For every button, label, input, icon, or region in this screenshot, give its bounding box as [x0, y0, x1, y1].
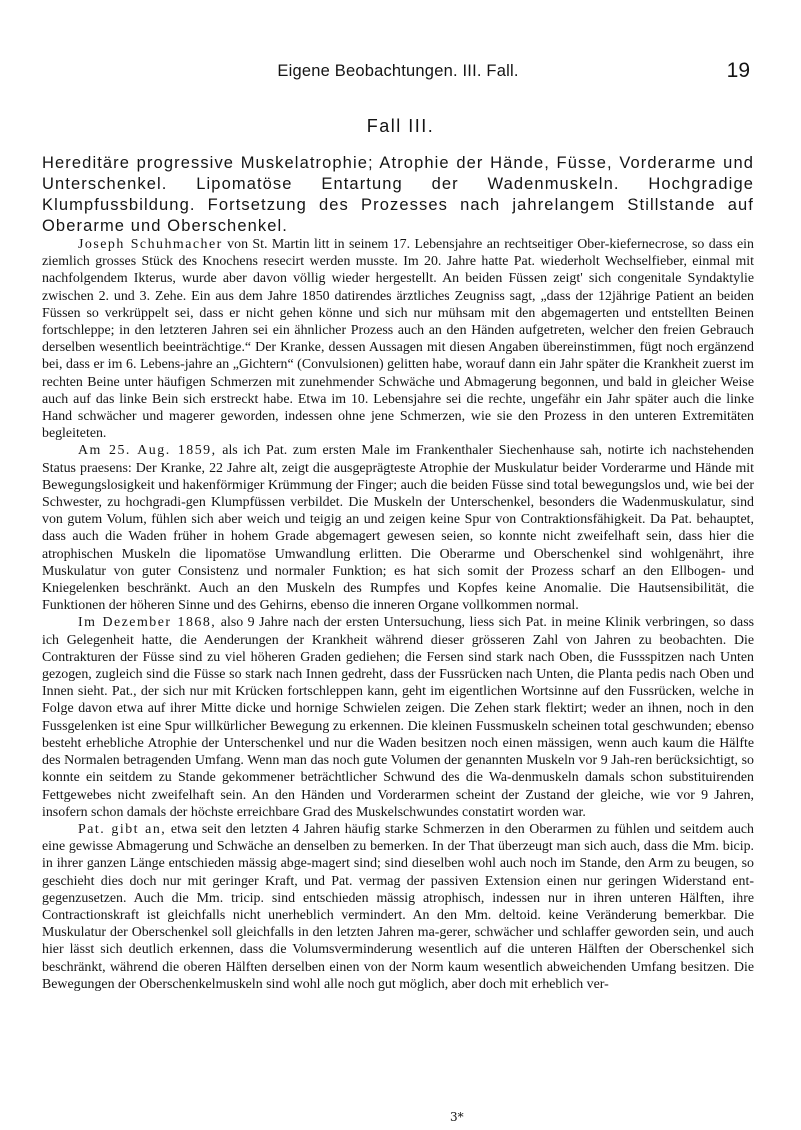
paragraph: [42, 442, 754, 614]
paragraph-lead: Pat. gibt an,: [78, 821, 167, 837]
paragraph-lead: Joseph Schuhmacher: [78, 237, 223, 252]
paragraph: [42, 236, 754, 442]
paragraph-text: also 9 Jahre nach der ersten Untersuchung, liess sich Pat. in meine Klinik verbringen, so dass ich Gelegenheit hatte, die Aenderungen der Krankheit während dieser grösseren Zahl von Jahren zu beobachten. Die Contrakturen der Füsse sind zu viel höheren Graden gediehen; die Fersen sind stark nach Oben, die Fussspitzen nach Unten gezogen, zugleich sind die Füsse so stark nach Innen gedreht, dass der Fussrücken nach Unten, die Planta pedis nach Oben und Innen sieht. Pat., der sich nur mit Krücken fortschleppen kann, geht im eigentlichen Wortsinne auf den Fussrücken, welche in Folge davon etwa auf ihrer Mitte dicke und hornige Schwielen zeigen. Die Zehen stark flektirt; weder an ihnen, noch in den Fussgelenken ist eine Spur willkürlicher Bewegung zu erkennen. Die kleinen Fussmuskeln scheinen total geschwunden; ebenso besteht erhebliche Atrophie der Unterschenkel und nur die Waden besitzen noch einen mässigen, wenn auch kaum die Hälfte des Normalen betragenden Umfang. Wenn man das noch gute Volumen der genannten Muskeln vor 9 Jah-ren berücksichtigt, so konnte ein seitdem zu Stande gekommener beträchtlicher Schwund des die Wa-denmuskeln damals schon substituirenden Fettgewebes nicht zweifelhaft sein. An den Händen und Vorderarmen scheint der Zustand der gleiche, wie vor 9 Jahren, insofern schon damals der höchste erreichbare Grad des Muskelschwundes constatirt worden war.: [42, 615, 755, 820]
body-text: [42, 236, 754, 993]
case-summary: Hereditäre progressive Muskelatrophie; Atrophie der Hände, Füsse, Vorderarme und Unterschenkel. Lipomatöse Entartung der Wadenmuskeln. Hochgradige Klumpfussbildung. Fortsetzung des Prozesses nach jahrelangem Stillstande auf Oberarme und Oberschenkel.: [42, 154, 754, 235]
running-header: [42, 56, 754, 84]
paragraph-text: als ich Pat. zum ersten Male im Frankenthaler Siechenhause sah, notirte ich nachstehenden Status praesens: Der Kranke, 22 Jahre alt, zeigt die ausgeprägteste Atrophie der Muskulatur beider Vorderarme und Hände mit Bewegungslosigkeit und hakenförmiger Krümmung der Finger; auch die beiden Füsse sind total bewegungslos und, wie bei der Schwester, zu hochgradi-gen Klumpfüssen verbildet. Die Muskeln der Unterschenkel, besonders die Wadenmuskulatur, sind von gutem Volum, fühlen sich aber weich und teigig an und zeigen keine Spur von Contraktionsfähigkeit. Da Pat. behauptet, dass auch die Waden früher in hohem Grade abgemagert gewesen seien, so konnte nicht zweifelhaft sein, dass hier die atrophischen Muskeln die lipomatöse Umwandlung erlitten. Die Oberarme und Oberschenkel sind wohlgenährt, ihre Muskulatur von guter Consistenz und normaler Funktion; es hat sich somit der Prozess scharf an den Ellbogen- und Kniegelenken beschränkt. Auch an den Muskeln des Rumpfes und Kopfes keine Anomalie. Die Hautsensibilität, die Funktionen der höheren Sinne und des Gehirns, ebenso die inneren Organe vollkommen normal.: [42, 443, 754, 614]
sheet-signature: 3*: [450, 1110, 464, 1124]
paragraph-text: von St. Martin litt in seinem 17. Lebensjahre an rechtseitiger Ober-kiefernecrose, so dass ein ziemlich grosses Stück des Knochens resecirt werden musste. Im 20. Jahre hatte Pat. wiederholt Wechselfieber, einmal mit nachfolgendem Ikterus, wurde aber davon völlig wieder hergestellt. An beiden Füssen zeigt' sich congenitale Syndaktylie zwischen 2. und 3. Zehe. Ein aus dem Jahre 1850 datirendes ärztliches Zeugniss sagt, „dass der 12jährige Patient an beiden Füssen so verkrüppelt sei, dass er nicht gehen könne und sich nur mühsam mit den abgemagerten und entstellten Beinen fortschleppe; in den letzteren Jahren sei ein ähnlicher Prozess auch an den Händen aufgetreten, welcher den freien Gebrauch derselben wesentlich beeinträchtige.“ Der Kranke, dessen Aussagen mit diesen Angaben übereinstimmen, fügt noch ergänzend bei, dass er im 6. Lebens-jahre an „Gichtern“ (Convulsionen) gelitten habe, worauf dann ein Jahr später die Krankheit zuerst im rechten Beine unter häufigen Schmerzen mit zunehmender Schwäche und Abmagerung begonnen, und bald in gleicher Weise auch auf das linke Bein sich erstreckt habe. Etwa im 10. Lebensjahre sei die rechte, ungefähr ein Jahr später auch die linke Hand schwächer und magerer geworden, indessen ohne jene Schmerzen, wie sie den Prozess in den unteren Extremitäten begleiteten.: [42, 237, 754, 442]
paragraph-lead: Am 25. Aug. 1859,: [78, 443, 217, 459]
paragraph-lead: Im Dezember 1868,: [78, 615, 217, 631]
running-title: Eigene Beobachtungen. III. Fall.: [277, 62, 519, 80]
page-number: 19: [726, 59, 750, 82]
case-heading: Fall III.: [366, 116, 435, 136]
paragraph-text: etwa seit den letzten 4 Jahren häufig starke Schmerzen in den Oberarmen zu fühlen und seitdem auch eine gewisse Abmagerung und Schwäche an denselben zu bemerken. In der That überzeugt man sich auch, dass die Mm. bicip. in ihrer ganzen Länge entschieden mässig abge-magert sind; sind dieselben wohl auch noch im Stande, den Arm zu beugen, so geschieht dies doch nur mit geringer Kraft, und Pat. vermag der passiven Extension einen nur geringen Widerstand ent-gegenzusetzen. Auch die Mm. tricip. sind entschieden mässig atrophisch, indessen nur in ihren unteren Hälften, ihre Contractionskraft ist gleichfalls nicht unerheblich vermindert. An den Mm. deltoid. keine Veränderung bemerkbar. Die Muskulatur der Oberschenkel soll gleichfalls in den letzten Jahren ma-gerer, schwächer und schlaffer geworden sein, und auch hier lässt sich deutlich erkennen, dass die Volumsverminderung wesentlich auf die unteren Hälften der Oberschenkel sich beschränkt, während die oberen Hälften derselben einen von der Norm kaum wesentlich abweichenden Umfang besitzen. Die Bewegungen der Oberschenkelmuskeln sind wohl alle noch gut möglich, aber doch mit erheblich ver-: [42, 821, 754, 992]
paragraph: [42, 614, 754, 820]
paragraph: [42, 821, 754, 993]
